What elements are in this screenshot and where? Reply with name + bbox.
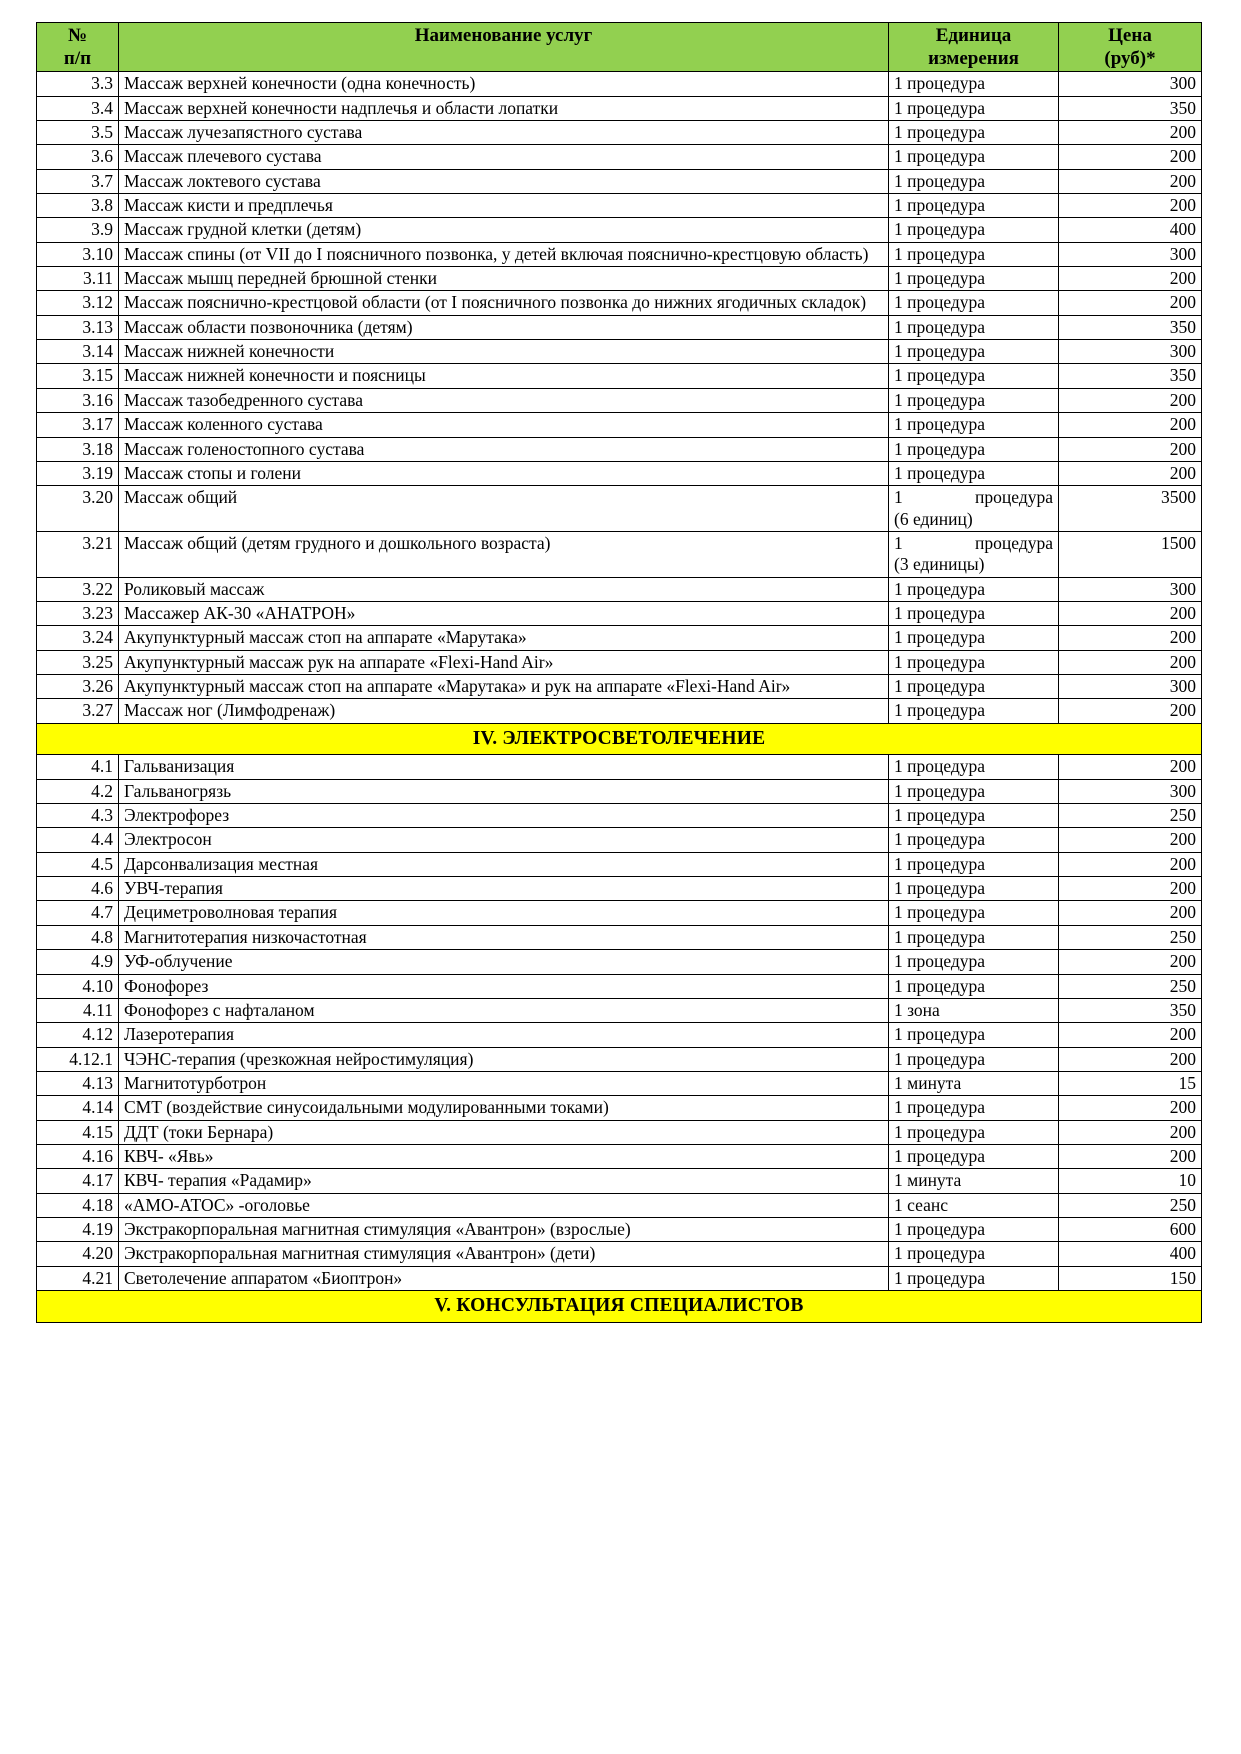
row-price: 10 [1059,1169,1202,1193]
row-service-name: Массаж голеностопного сустава [119,437,889,461]
table-body [37,72,1202,1322]
table-row [37,72,1202,96]
column-header-unit-line2: измерения [928,48,1019,70]
table-row [37,437,1202,461]
row-number: 4.15 [37,1120,119,1144]
row-service-name: Роликовый массаж [119,577,889,601]
table-row [37,1169,1202,1193]
table-row [37,388,1202,412]
row-price: 200 [1059,1120,1202,1144]
section-heading-row [37,723,1202,755]
row-service-name: Акупунктурный массаж стоп на аппарате «Марутака» и рук на аппарате «Flexi-Hand Air» [119,674,889,698]
table-row [37,828,1202,852]
row-service-name: Массаж кисти и предплечья [119,194,889,218]
row-unit: 1 процедура [889,364,1059,388]
column-header-unit-line1: Единица [935,25,1012,46]
table-row [37,121,1202,145]
row-unit: 1 процедура [889,1242,1059,1266]
row-price: 250 [1059,804,1202,828]
row-number: 3.14 [37,340,119,364]
row-number: 4.20 [37,1242,119,1266]
row-price: 350 [1059,315,1202,339]
row-unit: 1 процедура [889,96,1059,120]
row-number: 4.18 [37,1193,119,1217]
table-row [37,1217,1202,1241]
row-unit: 1 процедура [889,1217,1059,1241]
table-row [37,169,1202,193]
row-number: 4.6 [37,877,119,901]
row-number: 3.10 [37,242,119,266]
row-number: 4.11 [37,998,119,1022]
column-header-price-line2: (руб)* [1104,48,1156,70]
table-row [37,950,1202,974]
row-number: 4.13 [37,1071,119,1095]
row-price: 150 [1059,1266,1202,1290]
row-unit: 1 процедура [889,650,1059,674]
row-price: 200 [1059,267,1202,291]
table-row [37,315,1202,339]
row-service-name: Экстракорпоральная магнитная стимуляция «Авантрон» (дети) [119,1242,889,1266]
row-number: 4.14 [37,1096,119,1120]
row-price: 250 [1059,974,1202,998]
row-service-name: Электросон [119,828,889,852]
row-unit: 1 процедура [889,461,1059,485]
table-row [37,340,1202,364]
table-row [37,1266,1202,1290]
row-number: 3.20 [37,486,119,532]
row-unit: 1 процедура [889,901,1059,925]
row-unit: 1 процедура [889,674,1059,698]
row-number: 4.12.1 [37,1047,119,1071]
services-price-table [36,22,1202,1323]
table-row [37,194,1202,218]
row-price: 200 [1059,699,1202,723]
row-unit: 1 сеанс [889,1193,1059,1217]
table-row [37,674,1202,698]
table-row [37,1071,1202,1095]
row-unit: 1 процедура [889,413,1059,437]
row-unit [889,486,1059,532]
row-unit: 1 процедура [889,877,1059,901]
row-unit: 1 процедура [889,1120,1059,1144]
row-number: 4.16 [37,1144,119,1168]
row-price: 250 [1059,925,1202,949]
column-header-service-name: Наименование услуг [119,23,889,72]
table-row [37,486,1202,532]
row-unit: 1 процедура [889,315,1059,339]
table-row [37,364,1202,388]
table-row [37,852,1202,876]
row-unit: 1 процедура [889,601,1059,625]
row-price: 200 [1059,877,1202,901]
row-price: 200 [1059,169,1202,193]
row-number: 3.13 [37,315,119,339]
row-unit: 1 процедура [889,242,1059,266]
row-service-name: Массаж общий (детям грудного и дошкольного возраста) [119,531,889,577]
table-row [37,755,1202,779]
table-row [37,650,1202,674]
table-row [37,779,1202,803]
row-price: 200 [1059,1096,1202,1120]
row-price: 200 [1059,828,1202,852]
row-service-name: Гальванизация [119,755,889,779]
row-number: 4.2 [37,779,119,803]
row-service-name: Массаж нижней конечности и поясницы [119,364,889,388]
row-service-name: «АМО-АТОС» -оголовье [119,1193,889,1217]
row-number: 3.12 [37,291,119,315]
row-service-name: ДДТ (токи Бернара) [119,1120,889,1144]
row-service-name: Массаж пояснично-крестцовой области (от I поясничного позвонка до нижних ягодичных складок) [119,291,889,315]
section-heading-row [37,1290,1202,1322]
table-row [37,925,1202,949]
row-number: 4.4 [37,828,119,852]
row-number: 3.3 [37,72,119,96]
row-number: 4.10 [37,974,119,998]
table-row [37,601,1202,625]
row-unit: 1 процедура [889,1266,1059,1290]
row-service-name: Магнитотерапия низкочастотная [119,925,889,949]
row-price: 200 [1059,901,1202,925]
row-unit: 1 процедура [889,974,1059,998]
table-row [37,877,1202,901]
row-price: 400 [1059,1242,1202,1266]
row-service-name: КВЧ- «Явь» [119,1144,889,1168]
row-number: 4.1 [37,755,119,779]
row-number: 3.11 [37,267,119,291]
table-row [37,1023,1202,1047]
row-number: 4.8 [37,925,119,949]
row-number: 3.4 [37,96,119,120]
table-row [37,901,1202,925]
row-service-name: Гальваногрязь [119,779,889,803]
row-price: 400 [1059,218,1202,242]
row-service-name: Акупунктурный массаж рук на аппарате «Flexi-Hand Air» [119,650,889,674]
column-header-unit [889,23,1059,72]
table-row [37,974,1202,998]
row-unit: 1 процедура [889,828,1059,852]
table-row [37,626,1202,650]
row-unit: 1 зона [889,998,1059,1022]
row-price: 200 [1059,291,1202,315]
row-unit: 1 процедура [889,145,1059,169]
row-unit-line2: (3 единицы) [894,554,985,575]
row-number: 3.18 [37,437,119,461]
row-unit: 1 процедура [889,1023,1059,1047]
row-service-name: Массаж грудной клетки (детям) [119,218,889,242]
column-header-price-line1: Цена [1108,25,1152,46]
row-unit: 1 процедура [889,925,1059,949]
table-row [37,242,1202,266]
row-price: 200 [1059,388,1202,412]
row-price: 600 [1059,1217,1202,1241]
row-price: 1500 [1059,531,1202,577]
row-service-name: Лазеротерапия [119,1023,889,1047]
table-row [37,1242,1202,1266]
row-number: 3.15 [37,364,119,388]
row-price: 15 [1059,1071,1202,1095]
row-price: 200 [1059,437,1202,461]
row-service-name: Электрофорез [119,804,889,828]
table-row [37,699,1202,723]
row-price: 200 [1059,461,1202,485]
row-service-name: Массаж спины (от VII до I поясничного позвонка, у детей включая пояснично-крестцовую область) [119,242,889,266]
table-row [37,531,1202,577]
row-price: 350 [1059,998,1202,1022]
row-price: 300 [1059,340,1202,364]
row-price: 250 [1059,1193,1202,1217]
row-unit-line1: 1 процедура [894,532,1053,553]
row-service-name: Массаж мышц передней брюшной стенки [119,267,889,291]
row-unit: 1 минута [889,1169,1059,1193]
row-price: 350 [1059,364,1202,388]
row-price: 200 [1059,1047,1202,1071]
row-number: 3.6 [37,145,119,169]
row-unit-line1: 1 процедура [894,487,1053,508]
row-service-name: Фонофорез [119,974,889,998]
row-price: 200 [1059,626,1202,650]
row-service-name: Массаж лучезапястного сустава [119,121,889,145]
row-number: 3.26 [37,674,119,698]
row-price: 350 [1059,96,1202,120]
row-price: 200 [1059,755,1202,779]
row-unit: 1 процедура [889,1096,1059,1120]
table-row [37,145,1202,169]
row-unit: 1 процедура [889,577,1059,601]
row-price: 200 [1059,194,1202,218]
section-heading-title: IV. ЭЛЕКТРОСВЕТОЛЕЧЕНИЕ [37,723,1202,755]
row-unit: 1 процедура [889,340,1059,364]
row-service-name: Светолечение аппаратом «Биоптрон» [119,1266,889,1290]
row-service-name: Массаж стопы и голени [119,461,889,485]
table-row [37,1120,1202,1144]
row-service-name: Массаж верхней конечности (одна конечность) [119,72,889,96]
table-row [37,461,1202,485]
row-service-name: Массаж плечевого сустава [119,145,889,169]
row-price: 300 [1059,577,1202,601]
row-service-name: Фонофорез с нафталаном [119,998,889,1022]
row-service-name: ЧЭНС-терапия (чрезкожная нейростимуляция) [119,1047,889,1071]
column-header-number-line2: п/п [63,48,92,70]
row-service-name: УВЧ-терапия [119,877,889,901]
row-number: 4.9 [37,950,119,974]
table-row [37,218,1202,242]
row-number: 4.3 [37,804,119,828]
row-number: 4.12 [37,1023,119,1047]
row-number: 4.17 [37,1169,119,1193]
table-row [37,1047,1202,1071]
row-number: 4.5 [37,852,119,876]
row-unit: 1 процедура [889,291,1059,315]
row-price: 200 [1059,650,1202,674]
row-unit: 1 процедура [889,779,1059,803]
row-service-name: Дециметроволновая терапия [119,901,889,925]
row-unit: 1 процедура [889,169,1059,193]
row-price: 200 [1059,852,1202,876]
row-service-name: Массаж общий [119,486,889,532]
row-price: 300 [1059,779,1202,803]
row-service-name: Массажер АК-30 «АНАТРОН» [119,601,889,625]
row-unit: 1 процедура [889,950,1059,974]
row-unit: 1 процедура [889,388,1059,412]
table-row [37,96,1202,120]
row-unit: 1 процедура [889,1144,1059,1168]
section-heading-title: V. КОНСУЛЬТАЦИЯ СПЕЦИАЛИСТОВ [37,1290,1202,1322]
table-row [37,998,1202,1022]
row-service-name: Массаж локтевого сустава [119,169,889,193]
row-number: 3.5 [37,121,119,145]
row-service-name: УФ-облучение [119,950,889,974]
table-row [37,413,1202,437]
table-row [37,267,1202,291]
column-header-number [37,23,119,72]
row-unit: 1 процедура [889,804,1059,828]
table-row [37,1193,1202,1217]
row-number: 3.16 [37,388,119,412]
row-price: 200 [1059,413,1202,437]
row-service-name: Магнитотурботрон [119,1071,889,1095]
table-header-row [37,23,1202,72]
row-unit: 1 минута [889,1071,1059,1095]
row-number: 3.9 [37,218,119,242]
row-price: 300 [1059,242,1202,266]
row-unit: 1 процедура [889,852,1059,876]
row-number: 3.24 [37,626,119,650]
column-header-number-line1: № [67,25,88,46]
row-service-name: Массаж ног (Лимфодренаж) [119,699,889,723]
row-number: 3.7 [37,169,119,193]
row-number: 4.21 [37,1266,119,1290]
row-number: 3.21 [37,531,119,577]
row-price: 200 [1059,601,1202,625]
table-row [37,804,1202,828]
table-row [37,1096,1202,1120]
row-unit: 1 процедура [889,626,1059,650]
row-service-name: Экстракорпоральная магнитная стимуляция «Авантрон» (взрослые) [119,1217,889,1241]
row-unit: 1 процедура [889,194,1059,218]
row-number: 3.19 [37,461,119,485]
row-price: 300 [1059,72,1202,96]
row-unit: 1 процедура [889,72,1059,96]
row-price: 200 [1059,950,1202,974]
row-service-name: Массаж тазобедренного сустава [119,388,889,412]
table-row [37,577,1202,601]
row-price: 200 [1059,1023,1202,1047]
column-header-price [1059,23,1202,72]
row-unit: 1 процедура [889,699,1059,723]
row-unit: 1 процедура [889,1047,1059,1071]
row-number: 3.25 [37,650,119,674]
row-price: 200 [1059,121,1202,145]
table-row [37,1144,1202,1168]
row-number: 3.8 [37,194,119,218]
row-unit: 1 процедура [889,267,1059,291]
row-service-name: СМТ (воздействие синусоидальными модулированными токами) [119,1096,889,1120]
row-number: 3.23 [37,601,119,625]
row-number: 3.27 [37,699,119,723]
row-unit: 1 процедура [889,121,1059,145]
row-unit: 1 процедура [889,437,1059,461]
row-service-name: Массаж верхней конечности надплечья и области лопатки [119,96,889,120]
table-header [37,23,1202,72]
row-unit: 1 процедура [889,218,1059,242]
row-price: 200 [1059,145,1202,169]
row-number: 3.17 [37,413,119,437]
row-number: 4.19 [37,1217,119,1241]
row-number: 3.22 [37,577,119,601]
row-service-name: Массаж области позвоночника (детям) [119,315,889,339]
table-row [37,291,1202,315]
row-price: 300 [1059,674,1202,698]
row-unit-line2: (6 единиц) [894,508,973,529]
row-price: 3500 [1059,486,1202,532]
row-service-name: Дарсонвализация местная [119,852,889,876]
row-price: 200 [1059,1144,1202,1168]
row-service-name: Акупунктурный массаж стоп на аппарате «Марутака» [119,626,889,650]
row-service-name: Массаж нижней конечности [119,340,889,364]
row-unit: 1 процедура [889,755,1059,779]
row-service-name: Массаж коленного сустава [119,413,889,437]
row-service-name: КВЧ- терапия «Радамир» [119,1169,889,1193]
row-unit [889,531,1059,577]
row-number: 4.7 [37,901,119,925]
